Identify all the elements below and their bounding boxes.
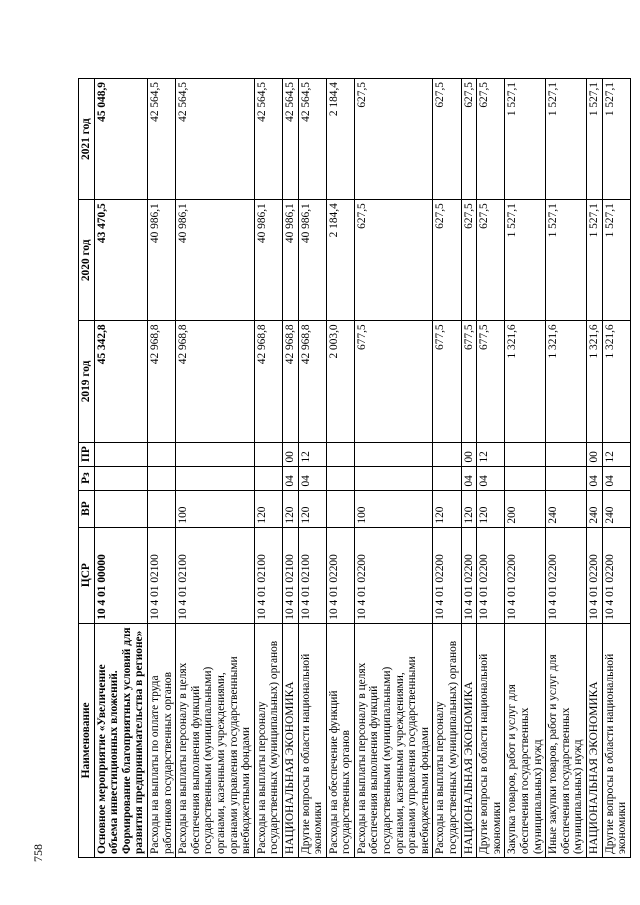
table-row — [176, 79, 255, 858]
cell-csr: 10 4 01 02200 — [433, 527, 461, 623]
cell-pr — [176, 442, 255, 466]
cell-name: Расходы на обеспечение функций государственных органов — [326, 623, 354, 857]
cell-vr: 120 — [477, 490, 505, 527]
cell-name: НАЦИОНАЛЬНАЯ ЭКОНОМИКА — [461, 623, 477, 857]
cell-2019: 42 968,8 — [282, 321, 298, 442]
cell-pr — [505, 442, 546, 466]
table-body — [94, 79, 630, 858]
cell-pr: 00 — [586, 442, 602, 466]
cell-csr: 10 4 01 02100 — [282, 527, 298, 623]
header-pr: ПР — [79, 442, 95, 466]
cell-rz: 04 — [477, 466, 505, 490]
table-row — [298, 79, 326, 858]
cell-2019: 42 968,8 — [176, 321, 255, 442]
cell-vr: 120 — [298, 490, 326, 527]
cell-2019: 45 342,8 — [94, 321, 147, 442]
cell-csr: 10 4 01 02200 — [602, 527, 630, 623]
cell-vr: 200 — [505, 490, 546, 527]
cell-2019: 1 321,6 — [602, 321, 630, 442]
cell-2020: 627,5 — [433, 200, 461, 321]
cell-2019: 2 003,0 — [326, 321, 354, 442]
cell-rz: 04 — [602, 466, 630, 490]
table-row — [477, 79, 505, 858]
cell-2020: 2 184,4 — [326, 200, 354, 321]
table-row — [546, 79, 587, 858]
cell-rz — [254, 466, 282, 490]
cell-rz: 04 — [282, 466, 298, 490]
cell-2020: 1 527,1 — [602, 200, 630, 321]
cell-csr: 10 4 01 02200 — [477, 527, 505, 623]
table-row — [505, 79, 546, 858]
table-header-row — [79, 79, 95, 858]
cell-2020: 40 986,1 — [254, 200, 282, 321]
cell-csr: 10 4 01 00000 — [94, 527, 147, 623]
cell-2020: 40 986,1 — [298, 200, 326, 321]
cell-pr: 12 — [477, 442, 505, 466]
cell-vr — [326, 490, 354, 527]
cell-2019: 677,5 — [354, 321, 433, 442]
cell-csr: 10 4 01 02200 — [354, 527, 433, 623]
cell-name: Расходы на выплаты персоналу государственных (муниципальных) органов — [254, 623, 282, 857]
table-row — [282, 79, 298, 858]
cell-2021: 627,5 — [461, 79, 477, 200]
cell-2021: 627,5 — [477, 79, 505, 200]
header-vr: ВР — [79, 490, 95, 527]
cell-2019: 677,5 — [461, 321, 477, 442]
cell-2021: 42 564,5 — [298, 79, 326, 200]
cell-2019: 677,5 — [477, 321, 505, 442]
cell-name: Основное мероприятие «Увеличение объема инвестиционных вложений. Формирование благоприятных условий для развития предпринимательства в регионе» — [94, 623, 147, 857]
cell-2020: 40 986,1 — [147, 200, 175, 321]
cell-pr: 00 — [461, 442, 477, 466]
cell-rz — [546, 466, 587, 490]
cell-vr — [94, 490, 147, 527]
cell-csr: 10 4 01 02100 — [176, 527, 255, 623]
cell-rz — [354, 466, 433, 490]
cell-2019: 42 968,8 — [254, 321, 282, 442]
table-row — [602, 79, 630, 858]
header-2021: 2021 год — [79, 79, 95, 200]
cell-2021: 42 564,5 — [147, 79, 175, 200]
cell-name: Другие вопросы в области национальной экономики — [477, 623, 505, 857]
cell-rz: 04 — [461, 466, 477, 490]
cell-2019: 1 321,6 — [546, 321, 587, 442]
table-row — [254, 79, 282, 858]
cell-name: Расходы на выплаты по оплате труда работников государственных органов — [147, 623, 175, 857]
cell-pr: 00 — [282, 442, 298, 466]
cell-2021: 42 564,5 — [282, 79, 298, 200]
cell-vr: 120 — [461, 490, 477, 527]
header-name: Наименование — [79, 623, 95, 857]
cell-pr — [94, 442, 147, 466]
cell-2021: 45 048,9 — [94, 79, 147, 200]
cell-name: НАЦИОНАЛЬНАЯ ЭКОНОМИКА — [282, 623, 298, 857]
cell-name: Другие вопросы в области национальной экономики — [602, 623, 630, 857]
cell-name: Расходы на выплаты персоналу государственных (муниципальных) органов — [433, 623, 461, 857]
cell-vr: 240 — [586, 490, 602, 527]
table-row — [94, 79, 147, 858]
cell-name: Расходы на выплаты персоналу в целях обеспечения выполнения функций государственными (муниципальными) органами, казенными учреждениями, органами управления государственными внебюджетными фондами — [354, 623, 433, 857]
cell-2021: 1 527,1 — [505, 79, 546, 200]
cell-name: Расходы на выплаты персоналу в целях обеспечения выполнения функций государственными (муниципальными) органами, казенными учреждениями, органами управления государственными внебюджетными фондами — [176, 623, 255, 857]
table-row — [326, 79, 354, 858]
cell-2021: 2 184,4 — [326, 79, 354, 200]
cell-rz — [433, 466, 461, 490]
cell-vr: 240 — [546, 490, 587, 527]
header-csr: ЦСР — [79, 527, 95, 623]
header-rz: Рз — [79, 466, 95, 490]
cell-rz: 04 — [586, 466, 602, 490]
header-2020: 2020 год — [79, 200, 95, 321]
cell-csr: 10 4 01 02200 — [546, 527, 587, 623]
cell-2020: 1 527,1 — [586, 200, 602, 321]
cell-rz — [94, 466, 147, 490]
cell-pr — [147, 442, 175, 466]
page-number: 758 — [31, 844, 45, 862]
cell-2021: 1 527,1 — [602, 79, 630, 200]
cell-2021: 1 527,1 — [546, 79, 587, 200]
cell-csr: 10 4 01 02200 — [505, 527, 546, 623]
cell-2020: 43 470,5 — [94, 200, 147, 321]
cell-2020: 627,5 — [354, 200, 433, 321]
cell-rz — [326, 466, 354, 490]
cell-pr: 12 — [602, 442, 630, 466]
cell-csr: 10 4 01 02100 — [254, 527, 282, 623]
cell-csr: 10 4 01 02200 — [586, 527, 602, 623]
cell-csr: 10 4 01 02200 — [461, 527, 477, 623]
cell-rz — [147, 466, 175, 490]
cell-vr: 120 — [433, 490, 461, 527]
table-row — [433, 79, 461, 858]
cell-2020: 1 527,1 — [546, 200, 587, 321]
cell-2019: 677,5 — [433, 321, 461, 442]
cell-name: Иные закупки товаров, работ и услуг для обеспечения государственных (муниципальных) нужд — [546, 623, 587, 857]
table-row — [461, 79, 477, 858]
cell-rz: 04 — [298, 466, 326, 490]
table-row — [354, 79, 433, 858]
cell-2021: 1 527,1 — [586, 79, 602, 200]
cell-name: Закупка товаров, работ и услуг для обеспечения государственных (муниципальных) нужд — [505, 623, 546, 857]
cell-2020: 627,5 — [461, 200, 477, 321]
table-row — [586, 79, 602, 858]
cell-csr: 10 4 01 02100 — [298, 527, 326, 623]
cell-2020: 40 986,1 — [282, 200, 298, 321]
cell-2020: 1 527,1 — [505, 200, 546, 321]
cell-pr: 12 — [298, 442, 326, 466]
cell-pr — [254, 442, 282, 466]
cell-2021: 627,5 — [433, 79, 461, 200]
cell-vr: 120 — [254, 490, 282, 527]
cell-name: НАЦИОНАЛЬНАЯ ЭКОНОМИКА — [586, 623, 602, 857]
cell-2019: 42 968,8 — [147, 321, 175, 442]
cell-rz — [505, 466, 546, 490]
cell-csr: 10 4 01 02200 — [326, 527, 354, 623]
cell-2020: 627,5 — [477, 200, 505, 321]
cell-vr — [147, 490, 175, 527]
cell-2019: 1 321,6 — [586, 321, 602, 442]
cell-csr: 10 4 01 02100 — [147, 527, 175, 623]
cell-2021: 42 564,5 — [176, 79, 255, 200]
cell-pr — [433, 442, 461, 466]
cell-2021: 42 564,5 — [254, 79, 282, 200]
cell-vr: 100 — [176, 490, 255, 527]
cell-pr — [354, 442, 433, 466]
cell-2019: 1 321,6 — [505, 321, 546, 442]
rotated-table-wrapper — [78, 78, 629, 858]
table-row — [147, 79, 175, 858]
cell-2021: 627,5 — [354, 79, 433, 200]
cell-pr — [326, 442, 354, 466]
cell-vr: 120 — [282, 490, 298, 527]
cell-rz — [176, 466, 255, 490]
cell-2019: 42 968,8 — [298, 321, 326, 442]
cell-vr: 100 — [354, 490, 433, 527]
budget-table — [78, 78, 631, 858]
header-2019: 2019 год — [79, 321, 95, 442]
cell-vr: 240 — [602, 490, 630, 527]
cell-pr — [546, 442, 587, 466]
cell-name: Другие вопросы в области национальной экономики — [298, 623, 326, 857]
cell-2020: 40 986,1 — [176, 200, 255, 321]
